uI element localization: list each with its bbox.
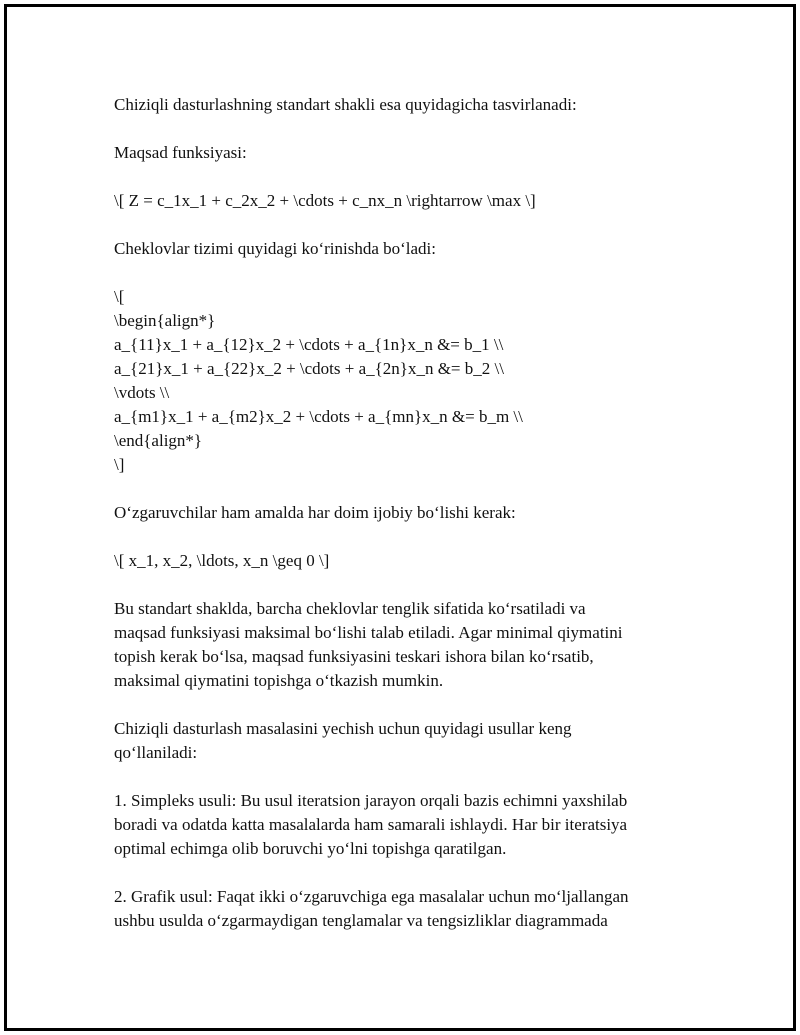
objective-formula xyxy=(114,189,694,213)
formula-line: \begin{align*} xyxy=(114,311,216,330)
paragraph-line: 2. Grafik usul: Faqat ikki o‘zgaruvchiga ega masalalar uchun mo‘ljallangan xyxy=(114,887,629,906)
paragraph-line: optimal echimga olib boruvchi yo‘lni topishga qaratilgan. xyxy=(114,839,507,858)
document-body xyxy=(114,93,694,957)
paragraph-line: ushbu usulda o‘zgarmaydigan tenglamalar va tengsizliklar diagrammada xyxy=(114,911,608,930)
paragraph-line: maksimal qiymatini topishga o‘tkazish mumkin. xyxy=(114,671,444,690)
paragraph-line: qo‘llaniladi: xyxy=(114,743,198,762)
formula-line: \[ xyxy=(114,287,125,306)
paragraph-line: 1. Simpleks usuli: Bu usul iteratsion jarayon orqali bazis echimni yaxshilab xyxy=(114,791,628,810)
paragraph-line: topish kerak bo‘lsa, maqsad funksiyasini teskari ishora bilan ko‘rsatib, xyxy=(114,647,594,666)
formula-line: \vdots \\ xyxy=(114,383,170,402)
paragraph-line: Chiziqli dasturlash masalasini yechish uchun quyidagi usullar keng xyxy=(114,719,572,738)
nonneg-heading xyxy=(114,501,694,525)
formula-line: a_{11}x_1 + a_{12}x_2 + \cdots + a_{1n}x_n &= b_1 \\ xyxy=(114,335,504,354)
paragraph-line: Bu standart shaklda, barcha cheklovlar tenglik sifatida ko‘rsatiladi va xyxy=(114,599,586,618)
formula-line: \end{align*} xyxy=(114,431,203,450)
constraints-heading-text: Cheklovlar tizimi quyidagi ko‘rinishda bo‘ladi: xyxy=(114,239,436,258)
simplex-method-paragraph xyxy=(114,789,694,861)
objective-formula-text: \[ Z = c_1x_1 + c_2x_2 + \cdots + c_nx_n \rightarrow \max \] xyxy=(114,191,536,210)
constraints-heading xyxy=(114,237,694,261)
formula-line: \] xyxy=(114,455,125,474)
methods-intro-paragraph xyxy=(114,717,694,765)
formula-line: a_{m1}x_1 + a_{m2}x_2 + \cdots + a_{mn}x_n &= b_m \\ xyxy=(114,407,523,426)
formula-line: a_{21}x_1 + a_{22}x_2 + \cdots + a_{2n}x_n &= b_2 \\ xyxy=(114,359,504,378)
nonneg-formula-text: \[ x_1, x_2, \ldots, x_n \geq 0 \] xyxy=(114,551,330,570)
intro-paragraph xyxy=(114,93,694,117)
standard-form-paragraph xyxy=(114,597,694,693)
paragraph-line: boradi va odatda katta masalalarda ham samarali ishlaydi. Har bir iteratsiya xyxy=(114,815,628,834)
intro-text: Chiziqli dasturlashning standart shakli esa quyidagicha tasvirlanadi: xyxy=(114,95,577,114)
nonneg-formula xyxy=(114,549,694,573)
paragraph-line: maqsad funksiyasi maksimal bo‘lishi talab etiladi. Agar minimal qiymatini xyxy=(114,623,623,642)
graphic-method-paragraph xyxy=(114,885,694,933)
objective-heading xyxy=(114,141,694,165)
nonneg-heading-text: O‘zgaruvchilar ham amalda har doim ijobiy bo‘lishi kerak: xyxy=(114,503,516,522)
objective-heading-text: Maqsad funksiyasi: xyxy=(114,143,247,162)
constraints-formula-block xyxy=(114,285,694,477)
